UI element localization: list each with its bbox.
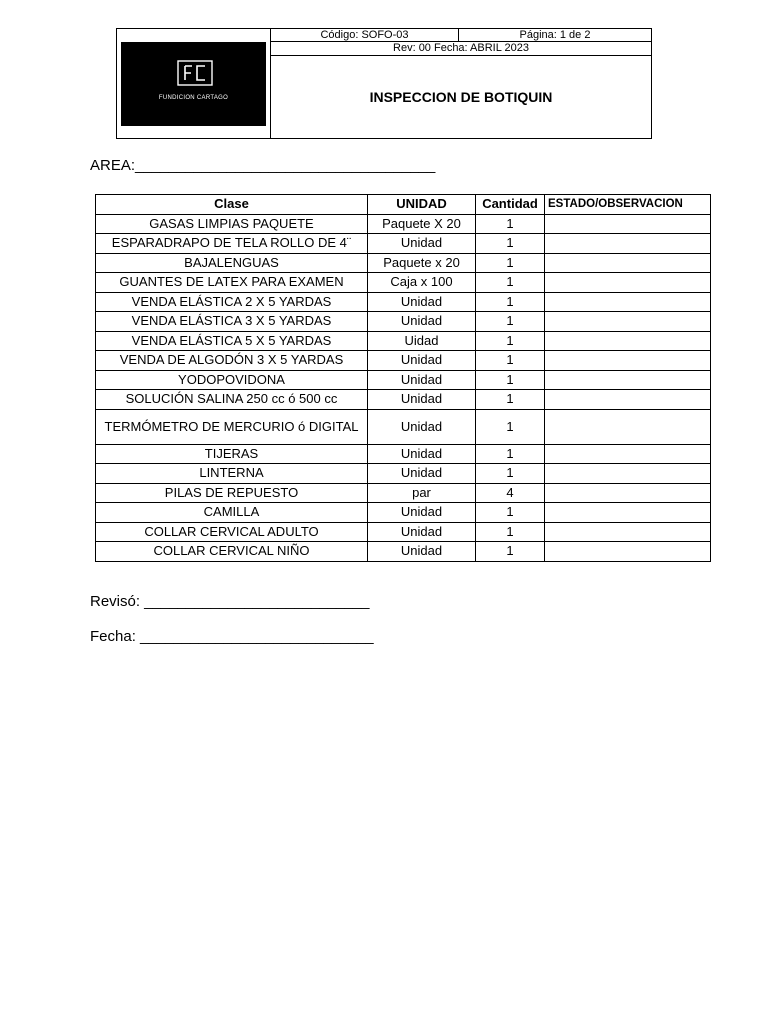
cell-cantidad: 1 [476,390,545,410]
cell-clase: COLLAR CERVICAL NIÑO [96,542,368,562]
table-header-row [96,195,711,215]
document-title: INSPECCION DE BOTIQUIN [369,89,553,105]
table-row [96,273,711,293]
table-row [96,312,711,332]
cell-unidad: Unidad [368,542,476,562]
cell-unidad: par [368,483,476,503]
cell-cantidad: 1 [476,292,545,312]
company-logo [121,42,266,126]
logo-cell [117,29,271,138]
cell-estado[interactable] [545,464,711,484]
cell-clase: VENDA ELÁSTICA 3 X 5 YARDAS [96,312,368,332]
column-header-cantidad: Cantidad [476,195,545,215]
table-row [96,409,711,444]
cell-estado[interactable] [545,292,711,312]
cell-clase: VENDA DE ALGODÓN 3 X 5 YARDAS [96,351,368,371]
cell-clase: VENDA ELÁSTICA 5 X 5 YARDAS [96,331,368,351]
table-row [96,464,711,484]
cell-cantidad: 1 [476,464,545,484]
cell-cantidad: 1 [476,370,545,390]
table-row [96,370,711,390]
revision-date: Rev: 00 Fecha: ABRIL 2023 [271,42,651,56]
cell-estado[interactable] [545,390,711,410]
cell-cantidad: 1 [476,351,545,371]
cell-estado[interactable] [545,312,711,332]
cell-unidad: Unidad [368,370,476,390]
cell-clase: GASAS LIMPIAS PAQUETE [96,214,368,234]
cell-unidad: Unidad [368,292,476,312]
cell-clase: TIJERAS [96,444,368,464]
cell-estado[interactable] [545,409,711,444]
cell-estado[interactable] [545,483,711,503]
page-number: Página: 1 de 2 [519,29,591,41]
column-header-estado: ESTADO/OBSERVACION [545,195,711,215]
cell-unidad: Unidad [368,503,476,523]
cell-clase: SOLUCIÓN SALINA 250 cc ó 500 cc [96,390,368,410]
meta-row [271,29,651,42]
cell-unidad: Unidad [368,351,476,371]
cell-cantidad: 1 [476,522,545,542]
cell-unidad: Caja x 100 [368,273,476,293]
cell-unidad: Unidad [368,234,476,254]
table-row [96,503,711,523]
cell-estado[interactable] [545,370,711,390]
reviewed-by-field: Revisó: ___________________________ [90,593,370,610]
cell-clase: LINTERNA [96,464,368,484]
cell-estado[interactable] [545,273,711,293]
cell-estado[interactable] [545,331,711,351]
cell-cantidad: 1 [476,273,545,293]
table-row [96,522,711,542]
column-header-unidad: UNIDAD [368,195,476,215]
cell-clase: PILAS DE REPUESTO [96,483,368,503]
cell-cantidad: 1 [476,214,545,234]
cell-estado[interactable] [545,503,711,523]
cell-clase: GUANTES DE LATEX PARA EXAMEN [96,273,368,293]
cell-clase: ESPARADRAPO DE TELA ROLLO DE 4¨ [96,234,368,254]
column-header-clase: Clase [96,195,368,215]
table-row [96,331,711,351]
cell-cantidad: 1 [476,503,545,523]
cell-unidad: Unidad [368,409,476,444]
cell-unidad: Unidad [368,312,476,332]
cell-clase: TERMÓMETRO DE MERCURIO ó DIGITAL [96,409,368,444]
cell-cantidad: 1 [476,253,545,273]
cell-unidad: Unidad [368,522,476,542]
date-field: Fecha: ____________________________ [90,628,374,645]
logo-text: FUNDICION CARTAGO [158,95,229,101]
cell-clase: VENDA ELÁSTICA 2 X 5 YARDAS [96,292,368,312]
cell-unidad: Unidad [368,444,476,464]
cell-clase: CAMILLA [96,503,368,523]
document-code: Código: SOFO-03 [271,29,459,41]
table-row [96,292,711,312]
cell-estado[interactable] [545,522,711,542]
cell-estado[interactable] [545,542,711,562]
table-row [96,483,711,503]
table-row [96,542,711,562]
table-row [96,390,711,410]
cell-cantidad: 1 [476,409,545,444]
fc-logo-mark [177,60,213,86]
table-row [96,214,711,234]
cell-clase: YODOPOVIDONA [96,370,368,390]
cell-cantidad: 1 [476,444,545,464]
cell-cantidad: 1 [476,331,545,351]
cell-estado[interactable] [545,214,711,234]
cell-clase: BAJALENGUAS [96,253,368,273]
cell-estado[interactable] [545,234,711,254]
inspection-table [95,194,711,562]
table-row [96,351,711,371]
area-field: AREA:____________________________________ [90,157,436,174]
cell-unidad: Paquete x 20 [368,253,476,273]
cell-estado[interactable] [545,253,711,273]
cell-cantidad: 1 [476,312,545,332]
cell-cantidad: 4 [476,483,545,503]
table-row [96,234,711,254]
table-row [96,444,711,464]
cell-cantidad: 1 [476,234,545,254]
cell-unidad: Uidad [368,331,476,351]
cell-cantidad: 1 [476,542,545,562]
document-header [116,28,652,139]
cell-unidad: Unidad [368,464,476,484]
cell-estado[interactable] [545,351,711,371]
table-row [96,253,711,273]
cell-unidad: Paquete X 20 [368,214,476,234]
cell-estado[interactable] [545,444,711,464]
cell-clase: COLLAR CERVICAL ADULTO [96,522,368,542]
cell-unidad: Unidad [368,390,476,410]
